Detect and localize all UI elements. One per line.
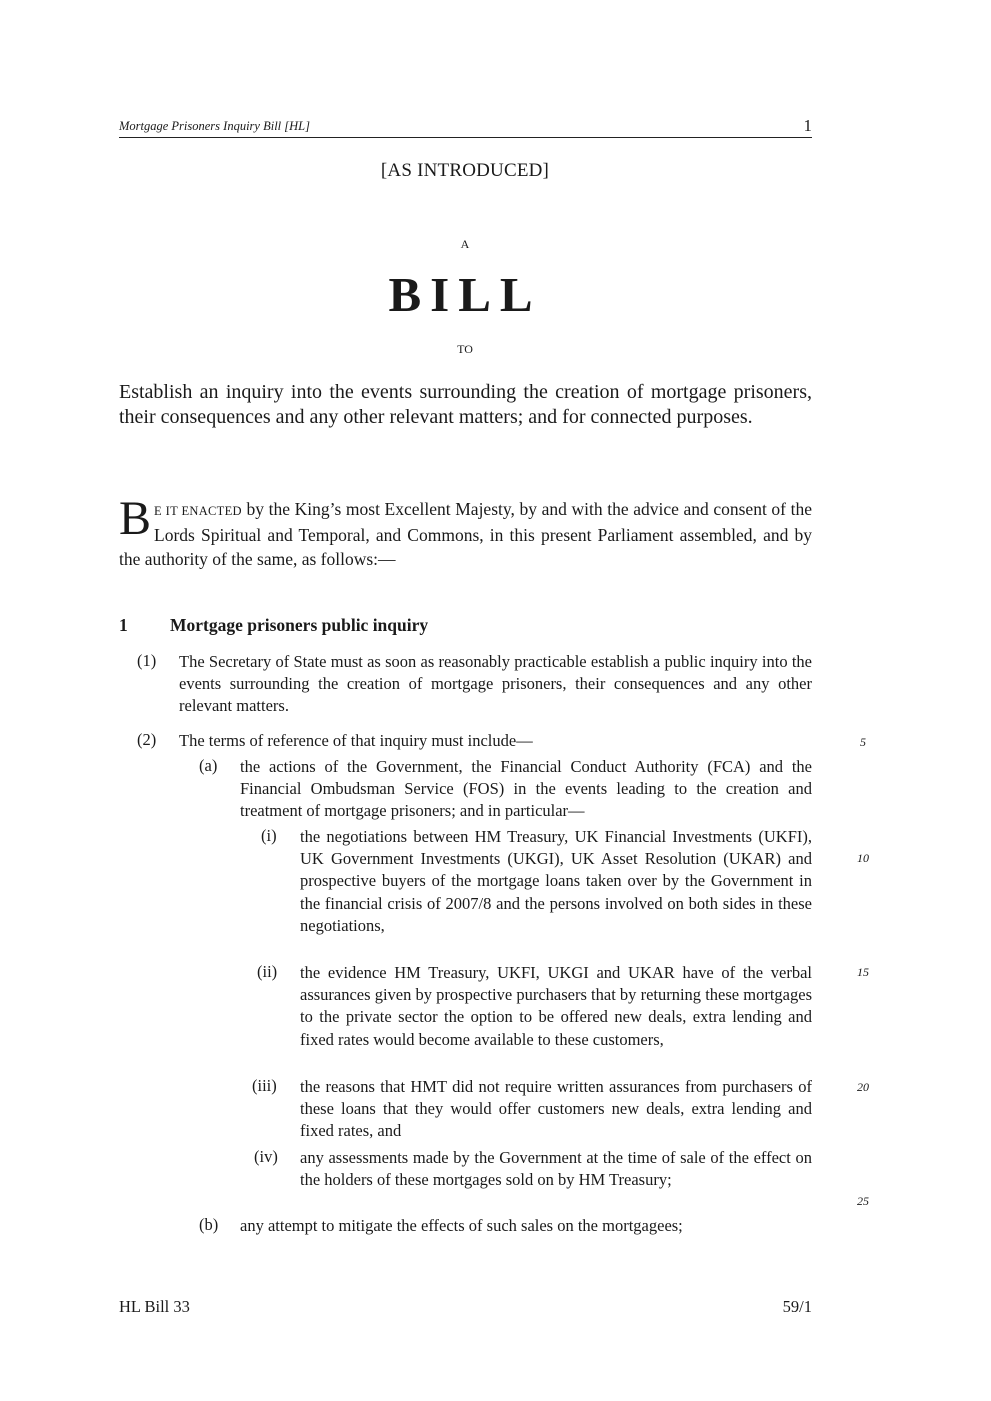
article-a: A [460, 237, 470, 251]
subparagraph-iv-text: any assessments made by the Government at the time of sale of the effect on the holders of these mortgages sold on by HM Treasury; [300, 1148, 812, 1190]
paragraph-a-number: (a) [199, 756, 218, 775]
page-number: 1 [803, 116, 812, 135]
subparagraph-ii-text: the evidence HM Treasury, UKFI, UKGI and UKAR have of the verbal assurances given by prospective purchasers that by returning these mortgages to the private sector the option to be offered new deals, extra lending and fixed rates would become available to these customers, [300, 963, 812, 1049]
subparagraph-i-text: the negotiations between HM Treasury, UK Financial Investments (UKFI), UK Government Investments (UKGI), UK Asset Resolution (UKAR) and prospective buyers of the mortgage loans taken over by the Government in the financial crisis of 2007/8 and the persons involved on both sides in these negotiations, [300, 827, 812, 935]
long-title: Establish an inquiry into the events surrounding the creation of mortgage prisoners, their consequences and any other relevant matters; and for connected purposes. [119, 381, 812, 428]
subsection-2-number: (2) [137, 730, 157, 749]
subsection-2-text: The terms of reference of that inquiry must include— [179, 731, 533, 750]
paragraph-b-number: (b) [199, 1215, 219, 1234]
enacting-formula [119, 492, 813, 571]
enacting-text: by the King’s most Excellent Majesty, by and with the advice and consent of the Lords Spiritual and Temporal, and Commons, in this present Parliament assembled, and by the authority of the same, as follows:— [119, 499, 813, 569]
subparagraph-ii-number: (ii) [257, 962, 278, 981]
section-number: 1 [119, 615, 128, 635]
footer-bill-ref: HL Bill 33 [119, 1297, 190, 1316]
section-title: Mortgage prisoners public inquiry [170, 615, 429, 635]
to-label: TO [457, 342, 473, 356]
footer-code: 59/1 [782, 1297, 812, 1316]
paragraph-a-text: the actions of the Government, the Financial Conduct Authority (FCA) and the Financial Ombudsman Service (FOS) in the events leading to the creation and treatment of mortgage prisoners; and in particular— [240, 757, 812, 821]
line-number: 10 [857, 851, 869, 865]
header-rule [119, 137, 812, 138]
drop-cap: B [119, 492, 152, 545]
line-number: 20 [857, 1080, 869, 1094]
subparagraph-iii-number: (iii) [252, 1076, 277, 1095]
subparagraph-i-number: (i) [261, 826, 277, 845]
subsection-1-number: (1) [137, 651, 157, 670]
subparagraph-iv-number: (iv) [254, 1147, 278, 1166]
subparagraph-iii-text: the reasons that HMT did not require written assurances from purchasers of these loans that they would offer customers new deals, extra lending and fixed rates, and [300, 1077, 812, 1141]
bill-heading: BILL [388, 267, 542, 322]
line-number: 25 [857, 1194, 869, 1208]
line-number: 15 [857, 965, 869, 979]
bill-status: [AS INTRODUCED] [380, 160, 550, 181]
line-number: 5 [860, 735, 866, 749]
subsection-1-text: The Secretary of State must as soon as reasonably practicable establish a public inquiry into the events surrounding the creation of mortgage prisoners, their consequences and any other relevant matters. [179, 652, 812, 716]
running-title: Mortgage Prisoners Inquiry Bill [HL] [119, 119, 310, 133]
paragraph-b-text: any attempt to mitigate the effects of such sales on the mortgagees; [240, 1216, 683, 1235]
enacting-smallcaps: E IT ENACTED [154, 504, 242, 518]
